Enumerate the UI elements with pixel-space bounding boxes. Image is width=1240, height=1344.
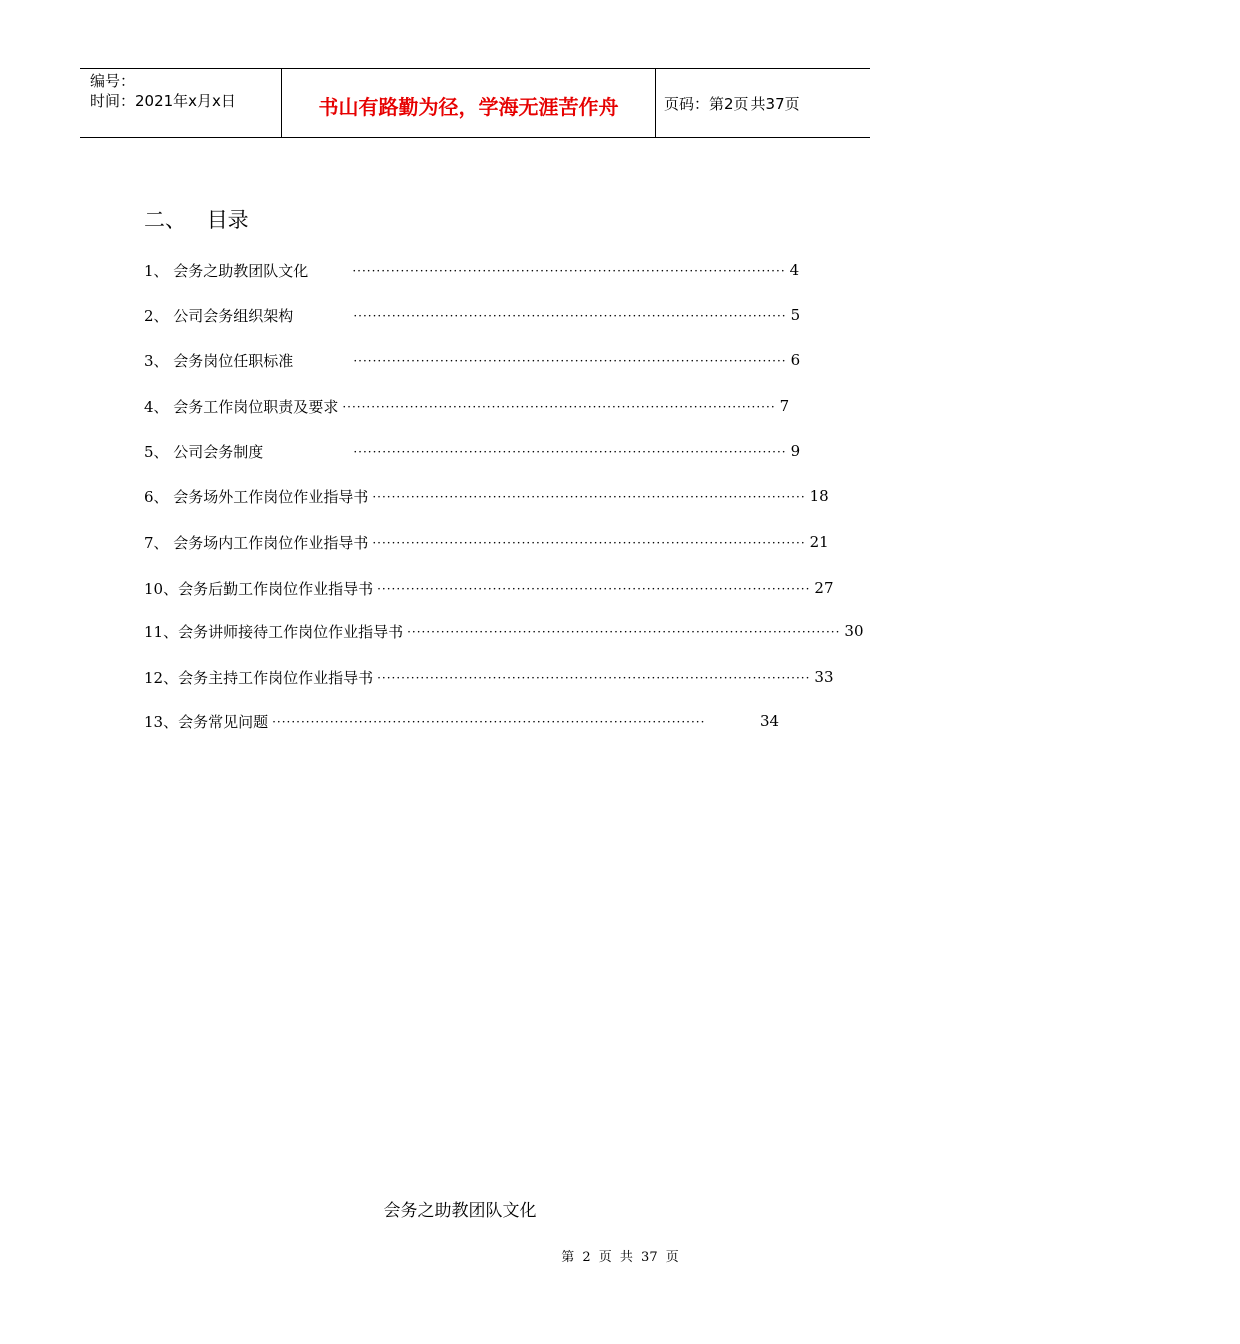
document-time-label: 时间：2021年x月x日 (90, 92, 236, 110)
toc-item-label: 6、 会务场外工作岗位作业指导书 (144, 487, 369, 506)
toc-leader-dots: ·························································································· (352, 264, 786, 278)
toc-item[interactable] (144, 484, 829, 508)
toc-item-page: 33 (814, 668, 834, 686)
toc-item-page: 5 (790, 306, 801, 324)
toc-leader-dots: ·························································································· (372, 490, 806, 504)
toc-item-label: 10、会务后勤工作岗位作业指导书 (144, 579, 374, 598)
toc-item[interactable] (144, 709, 784, 733)
toc-item-label: 4、 会务工作岗位职责及要求 (144, 397, 339, 416)
toc-item-label: 11、会务讲师接待工作岗位作业指导书 (144, 622, 404, 641)
footer-page-number: 第 2 页 共 37 页 (561, 1250, 679, 1265)
toc-leader-dots: ·························································································· (372, 536, 806, 550)
toc-item-label: 2、 公司会务组织架构 (144, 306, 294, 325)
toc-item[interactable] (144, 665, 834, 689)
toc-item-label: 5、 公司会务制度 (144, 442, 264, 461)
toc-item[interactable] (144, 258, 800, 282)
toc-leader-dots: ·························································································· (353, 309, 787, 323)
toc-item[interactable] (144, 576, 834, 600)
footer-title: 会务之助教团队文化 (383, 1201, 537, 1221)
header-page-label: 页码：第2页 (664, 94, 749, 113)
header-meta (80, 69, 282, 137)
section-number: 二、 (144, 208, 186, 232)
toc-item[interactable] (144, 439, 801, 463)
toc-item-page: 9 (790, 442, 801, 460)
toc-item[interactable] (144, 530, 829, 554)
toc-item-page: 6 (790, 351, 801, 369)
section-title: 目录 (206, 208, 249, 232)
toc-leader-dots: ·························································································· (272, 715, 706, 729)
toc-item-page: 7 (779, 397, 790, 415)
toc-leader-dots: ·························································································· (377, 671, 811, 685)
header-page-info (656, 69, 870, 137)
toc-item-page: 21 (809, 533, 829, 551)
toc-leader-dots: ·························································································· (353, 354, 787, 368)
toc-leader-dots: ·························································································· (407, 625, 841, 639)
toc-item[interactable] (144, 394, 790, 418)
toc-leader-dots: ·························································································· (377, 582, 811, 596)
toc-item-page: 27 (814, 579, 834, 597)
toc-item-label: 3、 会务岗位任职标准 (144, 351, 294, 370)
toc-item[interactable] (144, 303, 801, 327)
toc-item-label: 1、 会务之助教团队文化 (144, 261, 309, 280)
header-total-label: 共37页 (750, 94, 800, 113)
toc-item-label: 13、会务常见问题 (144, 712, 269, 731)
toc-item-label: 12、会务主持工作岗位作业指导书 (144, 668, 374, 687)
toc-item[interactable] (144, 619, 864, 643)
page-header (80, 68, 870, 138)
toc-item-page: 30 (844, 622, 864, 640)
toc-item-page: 4 (789, 261, 800, 279)
toc-item[interactable] (144, 348, 801, 372)
toc-leader-dots: ·························································································· (342, 400, 776, 414)
toc-item-page: 34 (760, 712, 780, 730)
toc-leader-dots: ·························································································· (353, 445, 787, 459)
document-number-label: 编号： (90, 72, 136, 90)
header-motto: 书山有路勤为径，学海无涯苦作舟 (282, 69, 656, 137)
toc-item-page: 18 (809, 487, 829, 505)
toc-item-label: 7、 会务场内工作岗位作业指导书 (144, 533, 369, 552)
section-heading (144, 204, 249, 234)
